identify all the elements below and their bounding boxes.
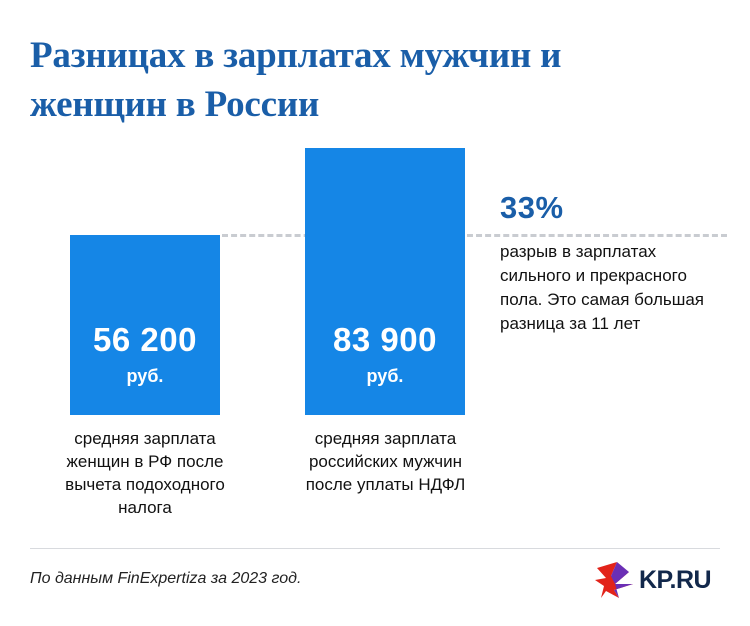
kp-star-icon [595, 562, 635, 598]
bar-chart [0, 140, 750, 540]
page-title: Разницах в зарплатах мужчин и женщин в России [30, 35, 562, 125]
source-note: По данным FinExpertiza за 2023 год. [30, 570, 302, 587]
gap-guide-line [222, 234, 727, 237]
bar-female-unit: руб. [126, 366, 164, 386]
gap-percent-label: 33% [500, 190, 564, 225]
bar-male-value: 83 900 [333, 321, 437, 358]
bar-female-value: 56 200 [93, 321, 197, 358]
bar-female [70, 235, 220, 415]
kp-logo [595, 562, 723, 598]
footer-divider [30, 548, 720, 549]
bar-male [305, 148, 465, 415]
gap-annotation-text: разрыв в зарплатах сильного и прекрасного пола. Это самая большая разница за 11 лет [500, 242, 705, 334]
kp-logo-text: KP.RU [639, 566, 712, 594]
bar-female-caption: средняя зарплата женщин в РФ после вычета подоходного налога [65, 429, 225, 517]
bar-male-caption: средняя зарплата российских мужчин после уплаты НДФЛ [305, 429, 466, 494]
bar-male-unit: руб. [366, 366, 404, 386]
